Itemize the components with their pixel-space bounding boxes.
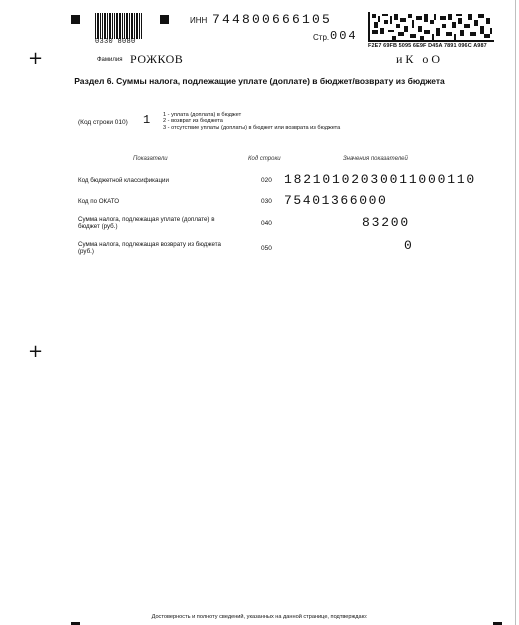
row-code-020: 020 [261,177,272,184]
column-header-values: Значения показателей [343,156,408,162]
option-item: 3 - отсутствие уплаты (доплаты) в бюджет или возврата из бюджета [163,124,341,131]
qr-code-icon [368,12,494,42]
surname-value: РОЖКОВ [130,52,184,66]
row-value-okato: 75401366000 [284,193,388,208]
row-code-050: 050 [261,245,272,252]
option-item: 2 - возврат из бюджета [163,118,223,125]
row-value-tax-payable: 83200 [362,215,411,230]
row-value-kbk: 18210102030011000110 [284,172,477,187]
barcode-icon [95,13,143,39]
row-label-okato: Код по ОКАТО [78,198,120,205]
row-code-040: 040 [261,220,272,227]
row-label-tax-payable: Сумма налога, подлежащая уплате (доплате) в бюджет (руб.) [78,216,215,230]
column-header-indicators: Показатели [133,156,168,162]
row-value-tax-refund: 0 [404,238,412,253]
code-010-label: (Код строки 010) [78,119,128,126]
crosshair-icon-middle: + [28,341,44,362]
column-header-code: Код строки [248,156,281,162]
surname-label: Фамилия [97,57,123,63]
section-title: Раздел 6. Суммы налога, подлежащие уплате (доплате) в бюджет/возврату из бюджета [74,76,445,86]
registration-marker-top-left [71,15,80,24]
inn-label: ИНН [190,16,208,25]
inn-value: 744800666105 [212,12,333,27]
registration-marker-top-middle [160,15,169,24]
row-label-tax-refund: Сумма налога, подлежащая возврату из бюджета (руб.) [78,241,221,255]
row-label-kbk: Код бюджетной классификации [78,177,169,184]
crosshair-icon-top: + [28,48,44,69]
payment-type-options [163,112,340,131]
page-label: Стр. [313,33,330,42]
option-item: 1 - уплата (доплата) в бюджет [163,112,242,118]
certification-statement: Достоверность и полноту сведений, указанных на данной странице, подтверждаю: [151,614,368,620]
code-010-value: 1 [143,113,151,127]
barcode-number: 0330 8080 [95,38,136,46]
row-code-030: 030 [261,198,272,205]
page-border [515,0,516,625]
initials-value: и К о О [396,52,441,66]
page-number: 004 [330,29,358,43]
qr-code-text: F2E7 69FB 5095 6E9F D45A 7891 096C A987 [368,43,487,49]
